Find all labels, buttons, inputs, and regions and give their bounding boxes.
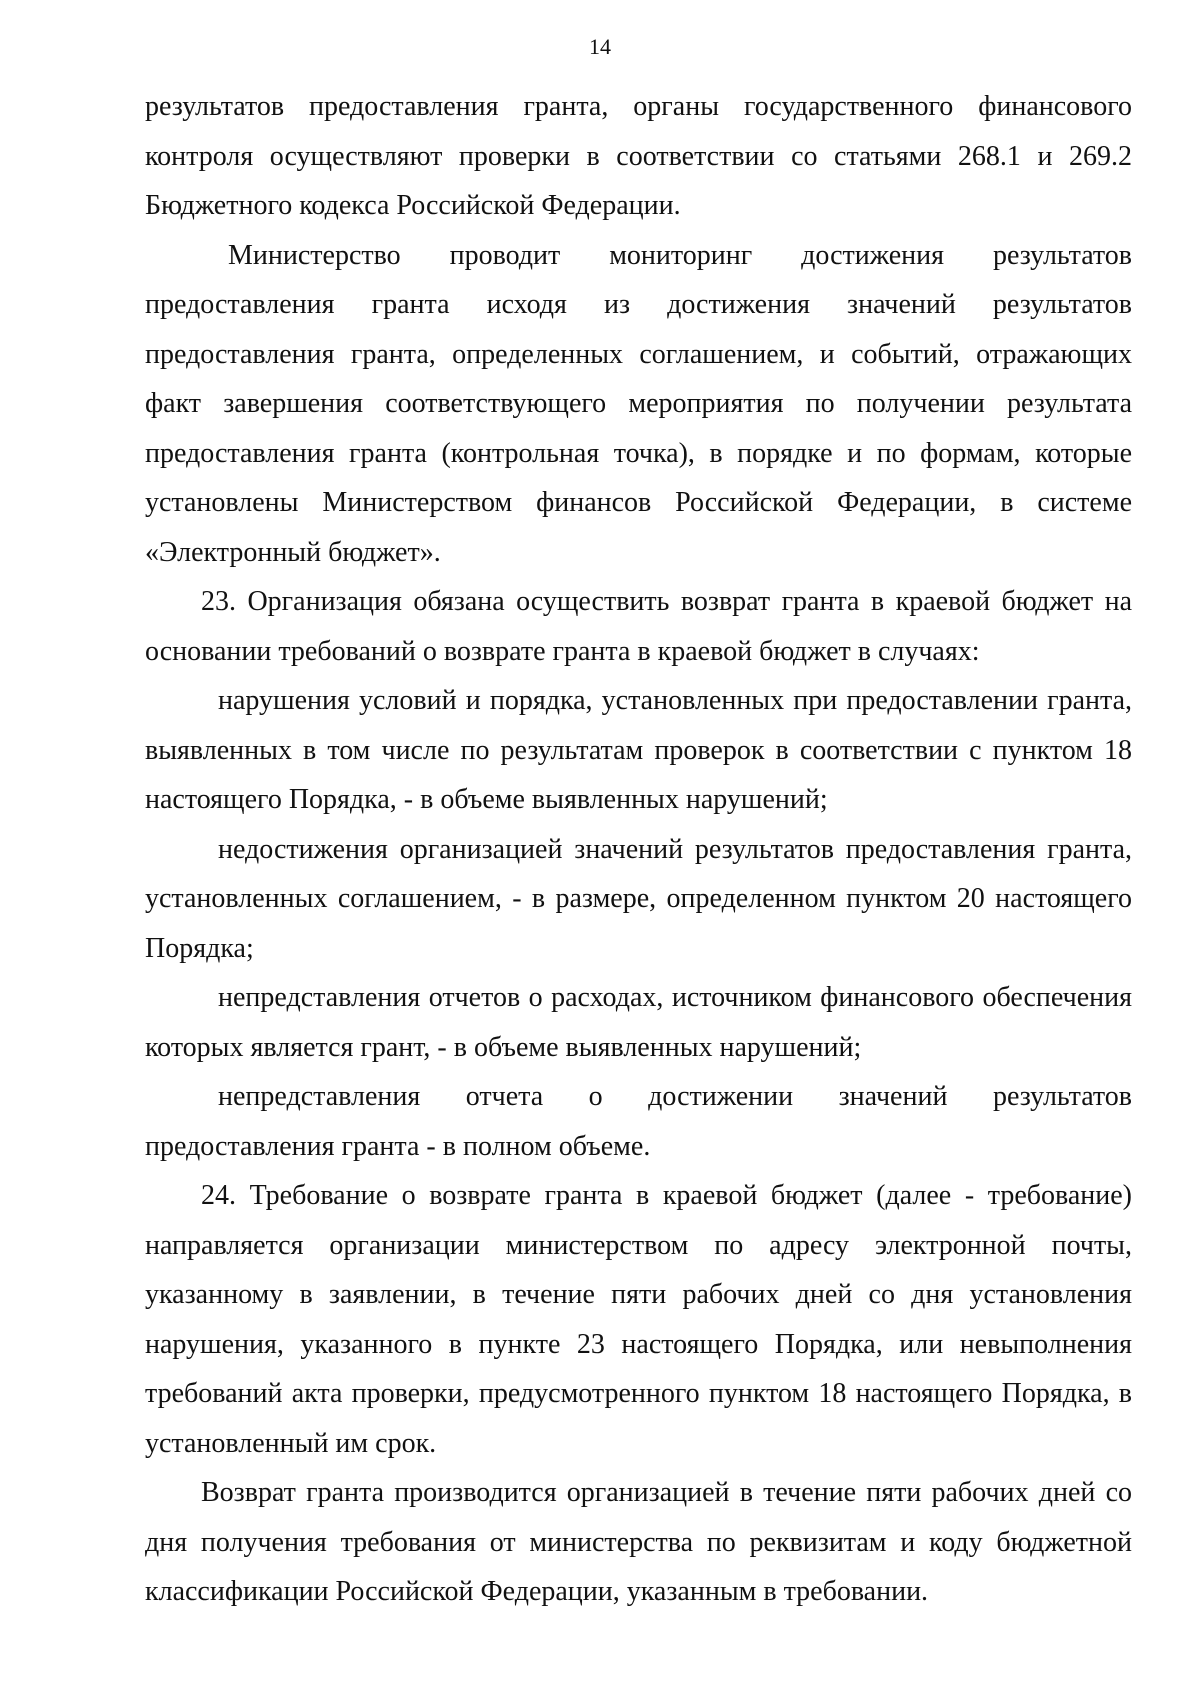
paragraph-grant-control: результатов предоставления гранта, органы государственного финансового контроля осуществляют проверки в соответствии со статьями 268.1 и 269.2 Бюджетного кодекса Российской Федерации. (145, 91, 1132, 221)
paragraph-item-24: 24. Требование о возврате гранта в краевой бюджет (далее - требование) направляется организации министерством по адресу электронной почты, указанному в заявлении, в течение пяти рабочих дней со дня установления нарушения, указанного в пункте 23 настоящего Порядка, или невыполнения требований акта проверки, предусмотренного пунктом 18 настоящего Порядка, в установленный им срок. (145, 1180, 1132, 1459)
paragraph-item-23: 23. Организация обязана осуществить возврат гранта в краевой бюджет на основании требований о возврате гранта в краевой бюджет в случаях: (145, 586, 1132, 667)
paragraph-monitoring: Министерство проводит мониторинг достижения результатов предоставления гранта исходя из достижения значений результатов предоставления гранта, определенных соглашением, и событий, отражающих факт завершения соответствующего мероприятия по получении результата предоставления гранта (контрольная точка), в порядке и по формам, которые установлены Министерством финансов Российской Федерации, в системе «Электронный бюджет». (145, 239, 1132, 568)
paragraph-case-expense-reports: непредставления отчетов о расходах, источником финансового обеспечения которых является грант, - в объеме выявленных нарушений; (145, 982, 1132, 1063)
page-number: 14 (589, 34, 611, 59)
paragraph-case-results-report: непредставления отчета о достижении значений результатов предоставления гранта - в полном объеме. (145, 1081, 1132, 1162)
paragraph-case-results: недостижения организацией значений результатов предоставления гранта, установленных соглашением, - в размере, определенном пунктом 20 настоящего Порядка; (145, 833, 1132, 964)
paragraph-refund-procedure: Возврат гранта производится организацией в течение пяти рабочих дней со дня получения требования от министерства по реквизитам и коду бюджетной классификации Российской Федерации, указанным в требовании. (145, 1477, 1132, 1607)
paragraph-case-violation: нарушения условий и порядка, установленных при предоставлении гранта, выявленных в том числе по результатам проверок в соответствии с пунктом 18 настоящего Порядка, - в объеме выявленных нарушений; (145, 685, 1132, 815)
document-body (145, 82, 1132, 1617)
